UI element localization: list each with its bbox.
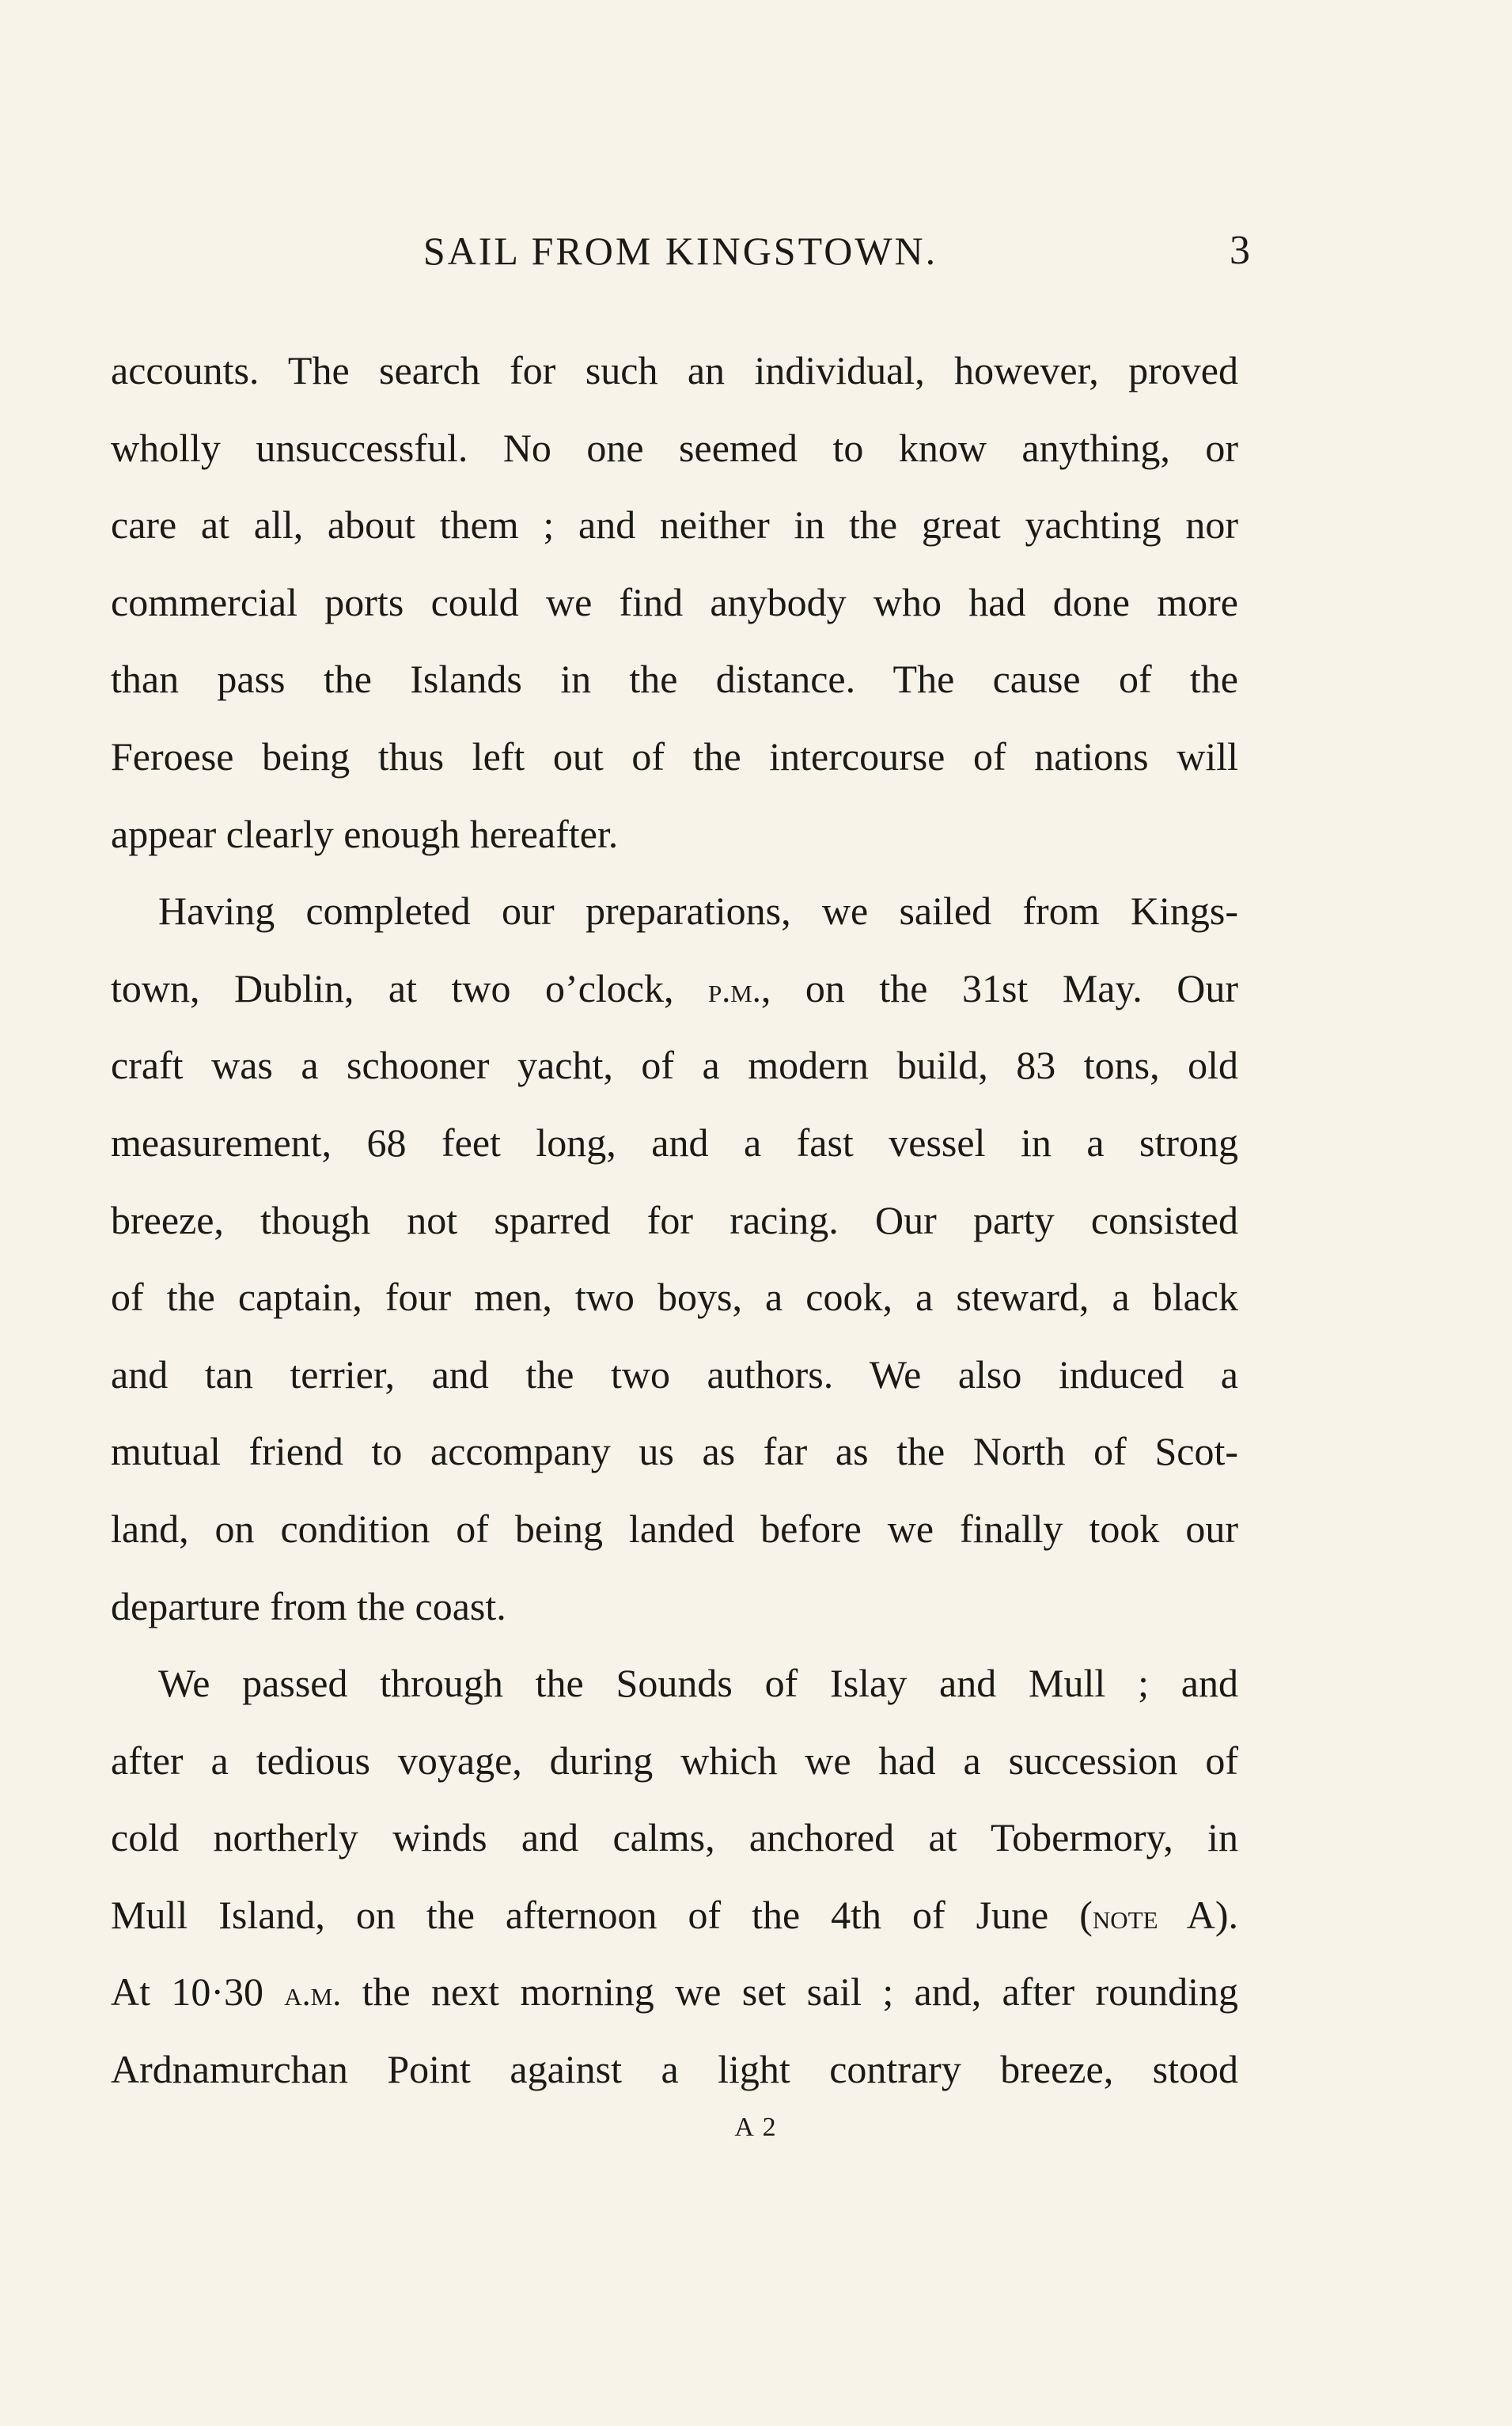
text-fragment: town, Dublin, at two o’clock, — [111, 965, 708, 1010]
text-line: Feroese being thus left out of the intercourse of nations will — [111, 733, 1238, 779]
text-line: mutual friend to accompany us as far as the North of Scot- — [111, 1429, 1238, 1474]
running-title: SAIL FROM KINGSTOWN. — [423, 229, 938, 273]
text-line: departure from the coast. — [111, 1583, 506, 1628]
text-line: Having completed our preparations, we sailed from Kings- — [158, 889, 1238, 934]
text-line: than pass the Islands in the distance. The cause of the — [111, 657, 1238, 702]
text-line: cold northerly winds and calms, anchored at Tobermory, in — [111, 1815, 1238, 1860]
text-line: wholly unsuccessful. No one seemed to know anything, or — [111, 425, 1238, 470]
text-line: measurement, 68 feet long, and a fast vessel in a strong — [111, 1120, 1238, 1165]
text-line — [111, 950, 1238, 1028]
text-line: and tan terrier, and the two authors. We also induced a — [111, 1351, 1238, 1397]
text-line: breeze, though not sparred for racing. Our party consisted — [111, 1197, 1238, 1242]
small-caps-pm: p.m. — [708, 970, 761, 1010]
small-caps-am: a.m. — [284, 1974, 342, 2014]
text-line: accounts. The search for such an individual, however, proved — [111, 348, 1238, 392]
text-line — [111, 1877, 1238, 1954]
text-line: after a tedious voyage, during which we had a succession of — [111, 1738, 1238, 1783]
text-fragment: the next morning we set sail ; and, after rounding — [341, 1969, 1238, 2015]
text-fragment: A). — [1158, 1892, 1239, 1937]
text-line: appear clearly enough hereafter. — [111, 811, 619, 856]
body-text — [111, 332, 1238, 2109]
text-line: care at all, about them ; and neither in the great yachting nor — [111, 502, 1238, 548]
signature-mark: A 2 — [734, 2113, 778, 2142]
text-line: Ardnamurchan Point against a light contrary breeze, stood — [111, 2047, 1238, 2092]
text-fragment: , on the 31st May. Our — [760, 965, 1238, 1010]
text-line — [111, 1954, 1238, 2031]
text-line: of the captain, four men, two boys, a cook, a steward, a black — [111, 1275, 1238, 1320]
text-fragment: Mull Island, on the afternoon of the 4th of June ( — [111, 1892, 1093, 1937]
text-line: land, on condition of being landed before we finally took our — [111, 1506, 1238, 1551]
running-head — [111, 223, 1250, 279]
text-line: commercial ports could we find anybody who had done more — [111, 579, 1238, 624]
text-line: craft was a schooner yacht, of a modern build, 83 tons, old — [111, 1043, 1238, 1088]
text-fragment: At 10·30 — [111, 1969, 285, 2015]
text-line: We passed through the Sounds of Islay and Mull ; and — [158, 1661, 1238, 1706]
small-caps-note: note — [1092, 1897, 1158, 1936]
page-number: 3 — [1230, 228, 1250, 273]
